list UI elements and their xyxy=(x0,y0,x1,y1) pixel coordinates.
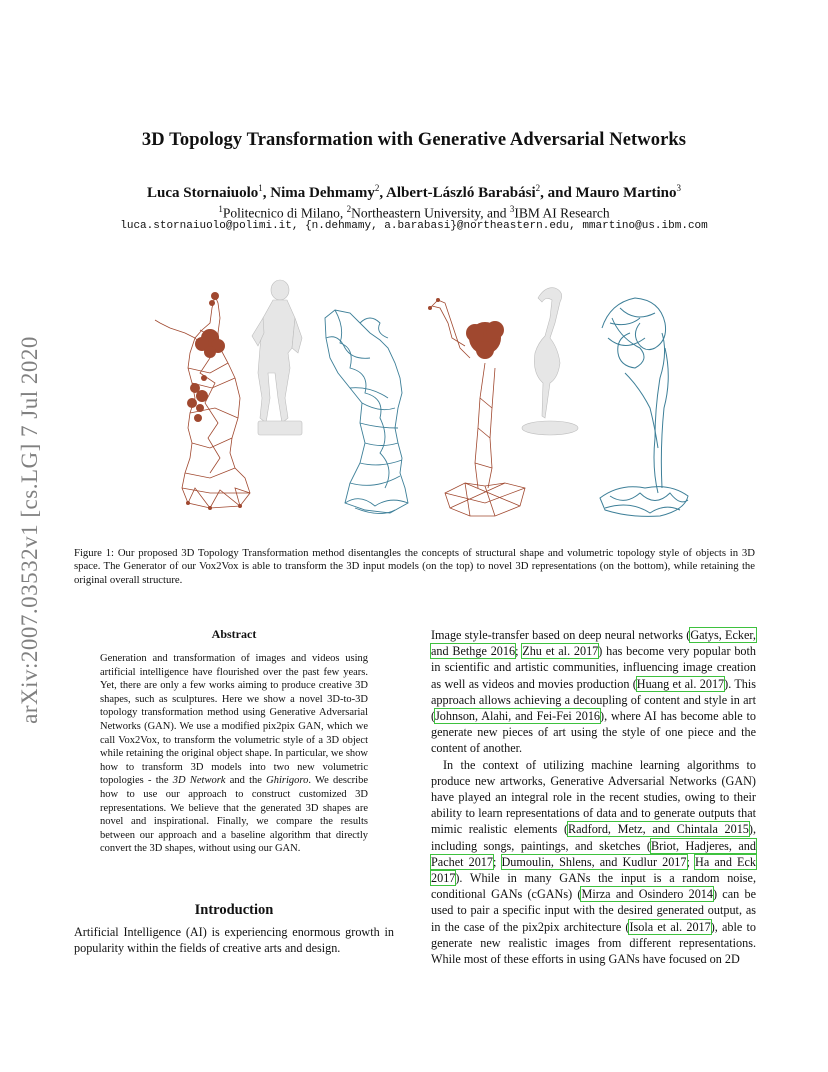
text-run: Generation and transformation of images and videos using artificial intelligence have flourished over the past few years. Yet, there are only a few works aiming to produce creative 3D shapes, such as sculptures. Here we show a novel 3D-to-3D topology transformation method using Generative Adversarial Networks (GAN). We use a modified pix2pix GAN, which we call Vox2Vox, to transform the volumetric style of a 3D object while retaining the original object shape. In particular, we show how to transform 3D models into two new volumetric topologies - the xyxy=(100,653,368,787)
affiliation-marker: 1 xyxy=(218,204,223,214)
affiliations xyxy=(0,204,828,222)
citation-link[interactable]: Gatys, Ecker, and Bethge 2016 xyxy=(431,628,756,659)
text-run: ), able to generate new realistic images from different representations. While most of these efforts in using GANs have focused on 2D xyxy=(431,919,756,967)
author-emails: luca.stornaiuolo@polimi.it, {n.dehmamy, a.barabasi}@northeastern.edu, mmartino@us.ibm.com xyxy=(120,220,708,232)
author-affiliation-marker: 1 xyxy=(258,183,263,193)
text-run: ; xyxy=(515,644,523,659)
arxiv-sidebar xyxy=(10,300,50,760)
ghirigoro-human-model xyxy=(325,310,408,514)
citation-link[interactable]: Zhu et al. 2017 xyxy=(522,644,599,659)
statue-flamingo-model xyxy=(522,288,578,435)
text-run: Image style-transfer based on deep neural networks ( xyxy=(431,628,691,642)
paper-title: 3D Topology Transformation with Generative Adversarial Networks xyxy=(141,130,687,150)
author-name: Albert-László Barabási xyxy=(386,185,536,201)
author-name: Mauro Martino xyxy=(575,185,677,201)
figure-1-illustration xyxy=(140,278,700,526)
text-run: ), including songs, paintings, and sketches ( xyxy=(431,822,756,853)
text-run: ). While in many GANs the input is a random noise, conditional GANs (cGANs) ( xyxy=(431,871,756,902)
text-run: ), where AI has become able to generate new pieces of art using the style of one piece and the content of another. xyxy=(431,709,756,756)
text-run: ; xyxy=(492,854,502,869)
paragraph-gans xyxy=(431,757,756,968)
text-run: and the xyxy=(225,775,267,787)
affiliation-marker: 2 xyxy=(346,204,352,214)
affiliation-name: Politecnico di Milano, xyxy=(222,205,347,221)
abstract-body xyxy=(100,652,368,856)
text-run: In the context of utilizing machine learning algorithms to produce new artworks, Generative Adversarial Networks (GAN) have played an integral role in the recent studies, owing to their ability to learn representations of data and to generate outputs that mimic realistic elements ( xyxy=(431,757,756,837)
citation-link[interactable]: Ha and Eck 2017 xyxy=(431,854,757,886)
network-flamingo-body xyxy=(428,298,504,359)
arxiv-identifier: arXiv:2007.03532v1 [cs.LG] 7 Jul 2020 xyxy=(17,336,42,724)
citation-link[interactable]: Mirza and Osindero 2014 xyxy=(581,887,713,902)
abstract-heading: Abstract xyxy=(211,627,257,641)
affiliation-name: Northeastern University, and xyxy=(351,205,510,221)
network-human-nodes xyxy=(186,292,242,510)
citation-link[interactable]: Briot, Hadjeres, and Pachet 2017 xyxy=(431,838,756,869)
text-run: . We describe how to use our approach to construct customized 3D representations. We believe that the generated 3D shapes are novel and inspirational. Finally, we compare the results between our approach and a baseline algorithm that directly convert the 3D shapes, without using our GAN. xyxy=(100,775,368,855)
citation-link[interactable]: Dumoulin, Shlens, and Kudlur 2017 xyxy=(501,854,687,869)
statue-human-model xyxy=(252,280,302,435)
paragraph-style-transfer xyxy=(431,627,756,757)
citation-link[interactable]: Radford, Metz, and Chintala 2015 xyxy=(568,822,749,837)
author-name: Luca Stornaiuolo xyxy=(146,185,259,201)
author-affiliation-marker: 2 xyxy=(374,183,380,193)
author-affiliation-marker: 3 xyxy=(676,183,682,193)
affiliation-name: IBM AI Research xyxy=(514,205,610,221)
text-run: ). This approach allows achieving a decoupling of content and style in art ( xyxy=(431,676,756,724)
text-run: ) can be used to pair a specific input with the desired generated output, as in the case of the pix2pix architecture ( xyxy=(431,887,756,934)
emphasis-term: 3D Network xyxy=(172,775,226,787)
citation-link[interactable]: Johnson, Alahi, and Fei-Fei 2016 xyxy=(435,709,601,724)
author-list: Luca Stornaiuolo$^1$, Nima Dehmamy$^2$, Albert-László Barabási$^2$, and Mauro Martino$^3$ xyxy=(146,183,682,201)
emphasis-term: Ghirigoro xyxy=(266,775,309,787)
citation-link[interactable]: Isola et al. 2017 xyxy=(629,919,711,934)
introduction-body: Artificial Intelligence (AI) is experiencing enormous growth in popularity within the fields of creative arts and design. xyxy=(74,925,394,956)
author-affiliation-marker: 2 xyxy=(535,183,541,193)
right-column-text xyxy=(431,627,756,967)
citation-link[interactable]: Huang et al. 2017 xyxy=(636,676,725,691)
ghirigoro-flamingo-model xyxy=(600,298,688,516)
network-human-model xyxy=(155,296,250,508)
author-name: Nima Dehmamy xyxy=(270,185,375,201)
text-run: ) has become very popular both in scientific and artistic communities, influencing image creation as well as videos and movies production ( xyxy=(431,644,756,691)
figure-1 xyxy=(140,278,700,526)
affiliation-marker: 3 xyxy=(509,204,515,214)
introduction-heading: Introduction xyxy=(194,902,274,918)
figure-caption: Figure 1: Our proposed 3D Topology Transformation method disentangles the concepts of structural shape and volumetric topology style of objects in 3D space. The Generator of our Vox2Vox is able to transform the 3D input models (on the top) to novel 3D representations (on the bottom), while retaining the original overall structure. xyxy=(74,547,755,586)
text-run: ; xyxy=(686,854,696,869)
